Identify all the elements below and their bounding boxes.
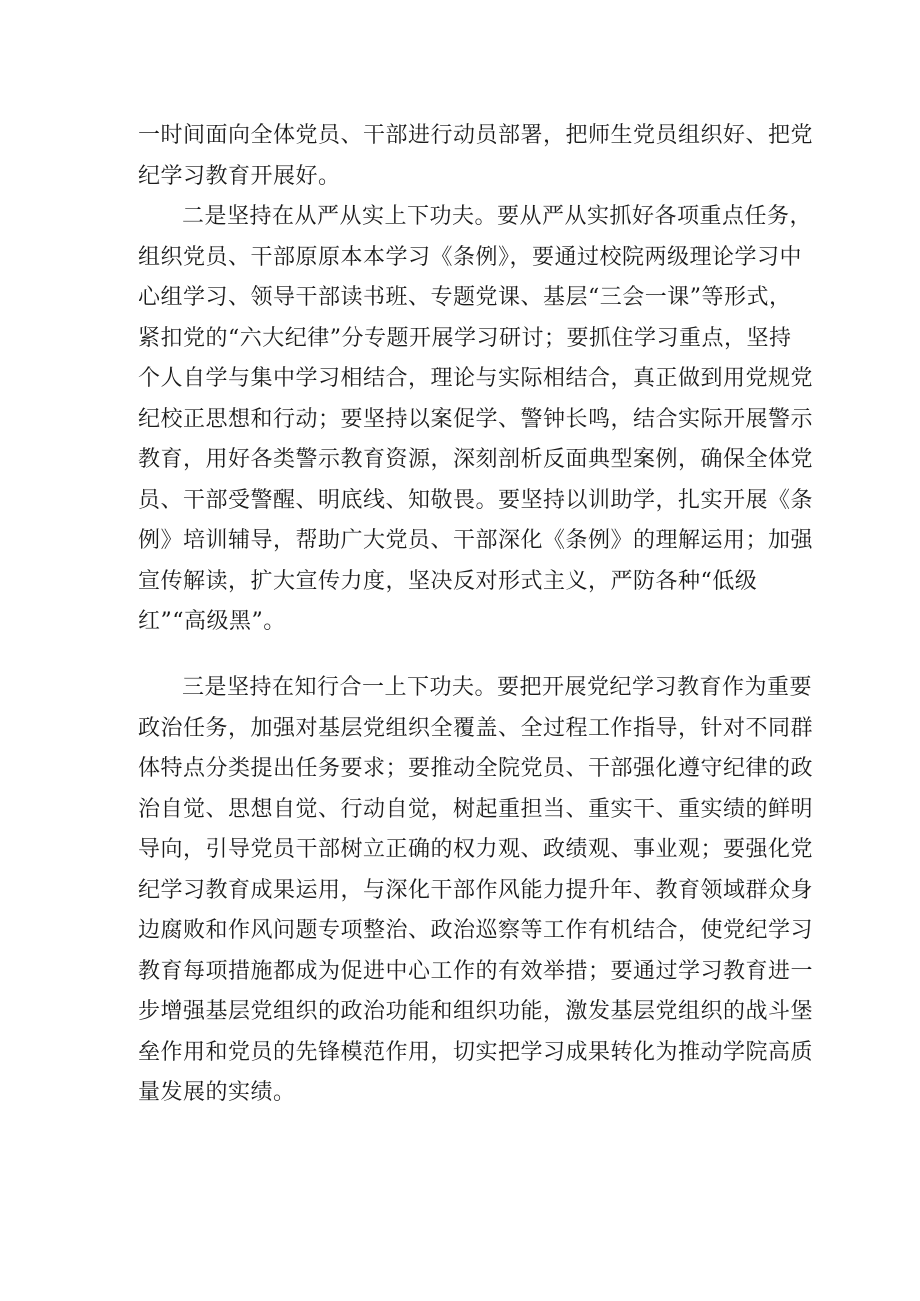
text-line: 纪学习教育开展好。 xyxy=(138,163,341,189)
text-line: 三是坚持在知行合一上下功夫。要把开展党纪学习教育作为重要 xyxy=(182,675,813,700)
text-line: 组织党员、干部原原本本学习《条例》，要通过校院两级理论学习中 xyxy=(138,244,803,270)
text-line: 个人自学与集中学习相结合，理论与实际相结合，真正做到用党规党 xyxy=(138,366,814,391)
text-line: 纪校正思想和行动；要坚持以案促学、警钟长鸣，结合实际开展警示 xyxy=(138,406,814,432)
paragraph-3 xyxy=(138,668,814,1114)
text-line: 纪学习教育成果运用，与深化干部作风能力提升年、教育领域群众身 xyxy=(138,877,814,903)
paragraph-1 xyxy=(138,116,814,197)
text-line: 步增强基层党组织的政治功能和组织功能，激发基层党组织的战斗堡 xyxy=(138,999,814,1024)
text-line: 边腐败和作风问题专项整治、政治巡察等工作有机结合，使党纪学习 xyxy=(138,918,814,943)
text-line: 紧扣党的“六大纪律”分专题开展学习研讨；要抓住学习重点，坚持 xyxy=(138,325,792,351)
text-line: 员、干部受警醒、明底线、知敬畏。要坚持以训助学，扎实开展《条 xyxy=(138,487,814,513)
text-line: 宣传解读，扩大宣传力度，坚决反对形式主义，严防各种“低级 xyxy=(138,568,758,594)
text-line: 例》培训辅导，帮助广大党员、干部深化《条例》的理解运用；加强 xyxy=(138,528,814,553)
text-line: 二是坚持在从严从实上下功夫。要从严从实抓好各项重点任务， xyxy=(182,204,813,229)
text-line: 教育，用好各类警示教育资源，深刻剖析反面典型案例，确保全体党 xyxy=(138,447,814,472)
text-line: 体特点分类提出任务要求；要推动全院党员、干部强化遵守纪律的政 xyxy=(138,756,814,781)
text-line: 政治任务，加强对基层党组织全覆盖、全过程工作指导，针对不同群 xyxy=(138,715,814,741)
text-line: 一时间面向全体党员、干部进行动员部署，把师生党员组织好、把党 xyxy=(138,123,814,148)
text-line: 教育每项措施都成为促进中心工作的有效举措；要通过学习教育进一 xyxy=(138,958,814,984)
text-line: 红”“高级黑”。 xyxy=(138,609,286,634)
text-line: 治自觉、思想自觉、行动自觉，树起重担当、重实干、重实绩的鲜明 xyxy=(138,796,814,822)
text-line: 导向，引导党员干部树立正确的权力观、政绩观、事业观；要强化党 xyxy=(138,837,814,862)
text-line: 心组学习、领导干部读书班、专题党课、基层“三会一课”等形式， xyxy=(138,285,792,310)
text-line: 量发展的实绩。 xyxy=(138,1080,296,1105)
paragraph-2 xyxy=(138,197,814,643)
text-line: 垒作用和党员的先锋模范作用，切实把学习成果转化为推动学院高质 xyxy=(138,1039,814,1065)
